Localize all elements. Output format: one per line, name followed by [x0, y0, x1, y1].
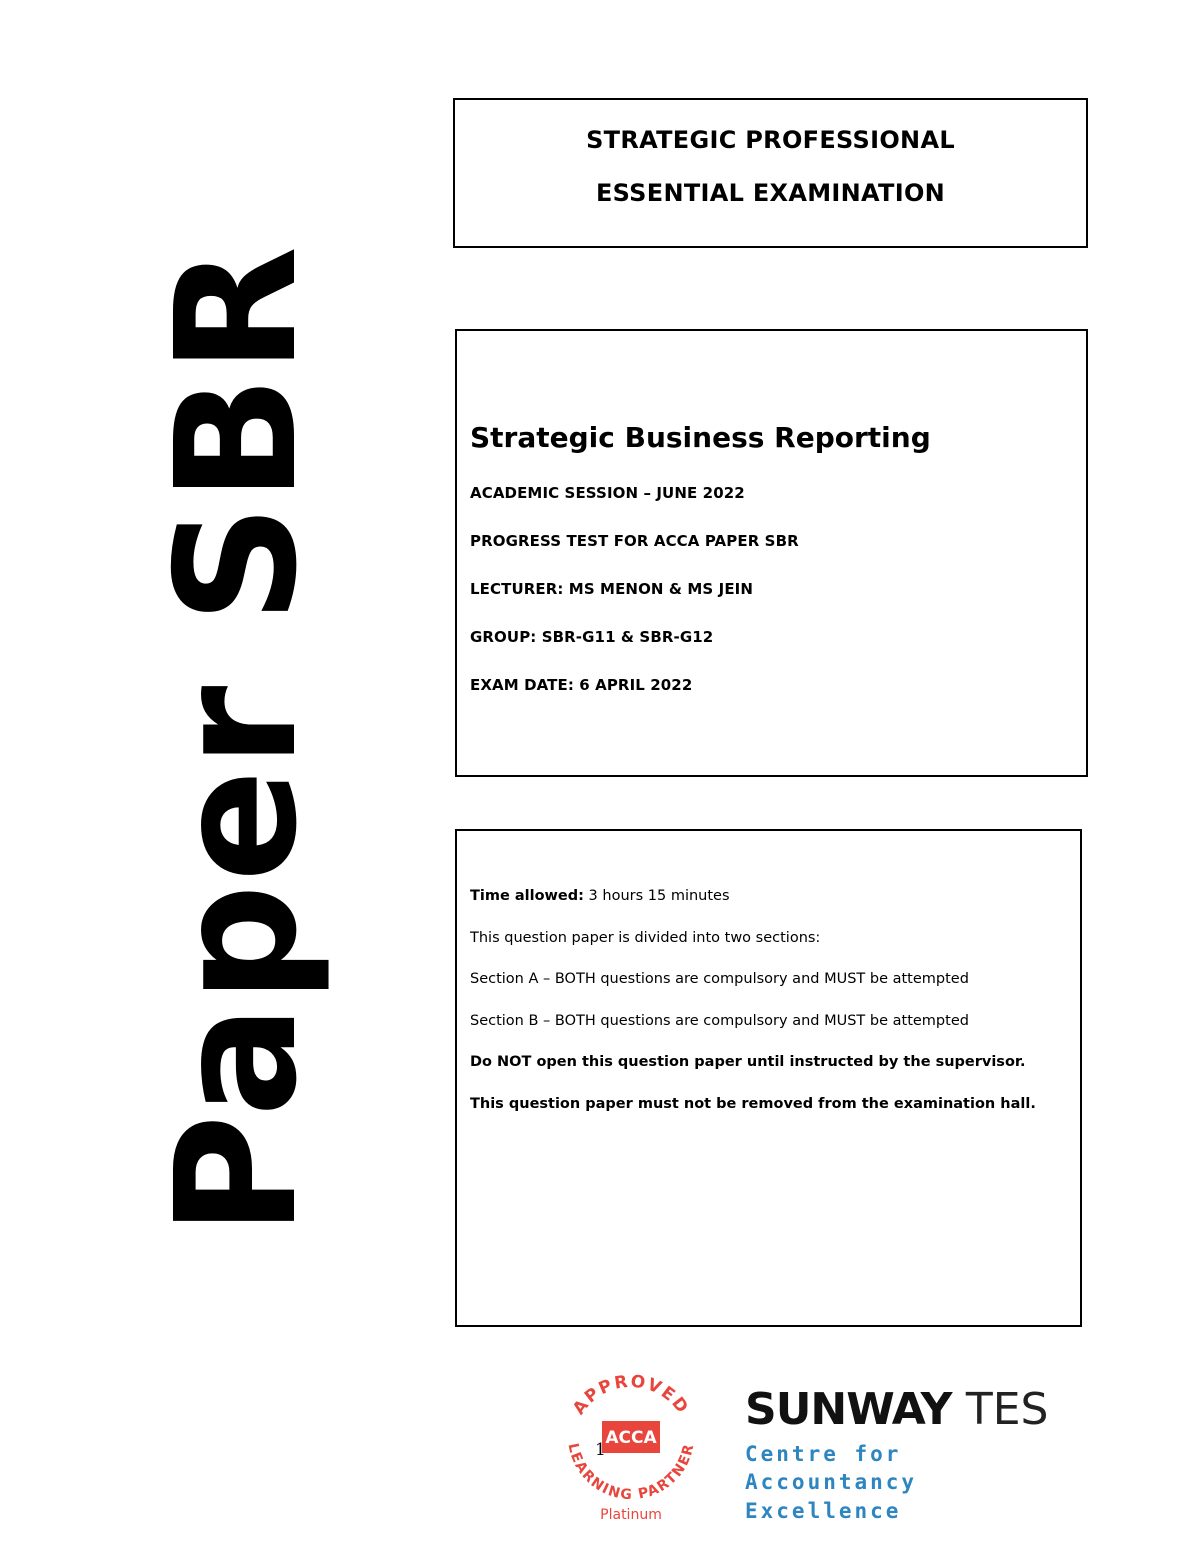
exam-date: EXAM DATE: 6 APRIL 2022: [470, 676, 693, 694]
not-removed-note: This question paper must not be removed from the examination hall.: [470, 1095, 1036, 1112]
sunway-brand-suffix: TES: [965, 1384, 1049, 1435]
exam-category: ESSENTIAL EXAMINATION: [595, 179, 946, 207]
sunway-tagline-2: Accountancy Excellence: [745, 1470, 918, 1523]
sunway-brand: [745, 1384, 1075, 1435]
sections-intro: This question paper is divided into two sections:: [470, 929, 821, 946]
sunway-brand-name: SUNWAY: [745, 1384, 952, 1435]
paper-title-vertical: Paper SBR: [141, 243, 334, 1237]
group: GROUP: SBR-G11 & SBR-G12: [470, 628, 714, 646]
lecturer: LECTURER: MS MENON & MS JEIN: [470, 580, 754, 598]
acca-badge-text: ACCA: [605, 1428, 657, 1448]
page-number: 1: [595, 1440, 606, 1460]
time-allowed-label: Time allowed:: [470, 888, 584, 904]
time-allowed: [470, 889, 1080, 904]
acca-tier-text: Platinum: [600, 1507, 662, 1523]
acca-approved-logo: [556, 1366, 706, 1526]
progress-test: PROGRESS TEST FOR ACCA PAPER SBR: [470, 532, 799, 550]
course-info-box: [455, 329, 1088, 777]
do-not-open-note: Do NOT open this question paper until instructed by the supervisor.: [470, 1054, 1026, 1070]
section-a-note: Section A – BOTH questions are compulsory and MUST be attempted: [470, 971, 969, 987]
acca-bottom-arc-text: LEARNING PARTNER: [564, 1441, 698, 1504]
instructions-box: [455, 829, 1082, 1327]
time-allowed-value: 3 hours 15 minutes: [583, 888, 730, 904]
exam-level: STRATEGIC PROFESSIONAL: [586, 126, 955, 154]
academic-session: ACADEMIC SESSION – JUNE 2022: [470, 484, 745, 502]
acca-top-arc-text: APPROVED: [569, 1371, 693, 1419]
course-title: Strategic Business Reporting: [470, 421, 931, 454]
sunway-tagline-1: Centre for: [745, 1442, 902, 1466]
section-b-note: Section B – BOTH questions are compulsory and MUST be attempted: [470, 1012, 969, 1029]
exam-type-box: [453, 98, 1088, 248]
sunway-tes-logo: [745, 1384, 1075, 1525]
